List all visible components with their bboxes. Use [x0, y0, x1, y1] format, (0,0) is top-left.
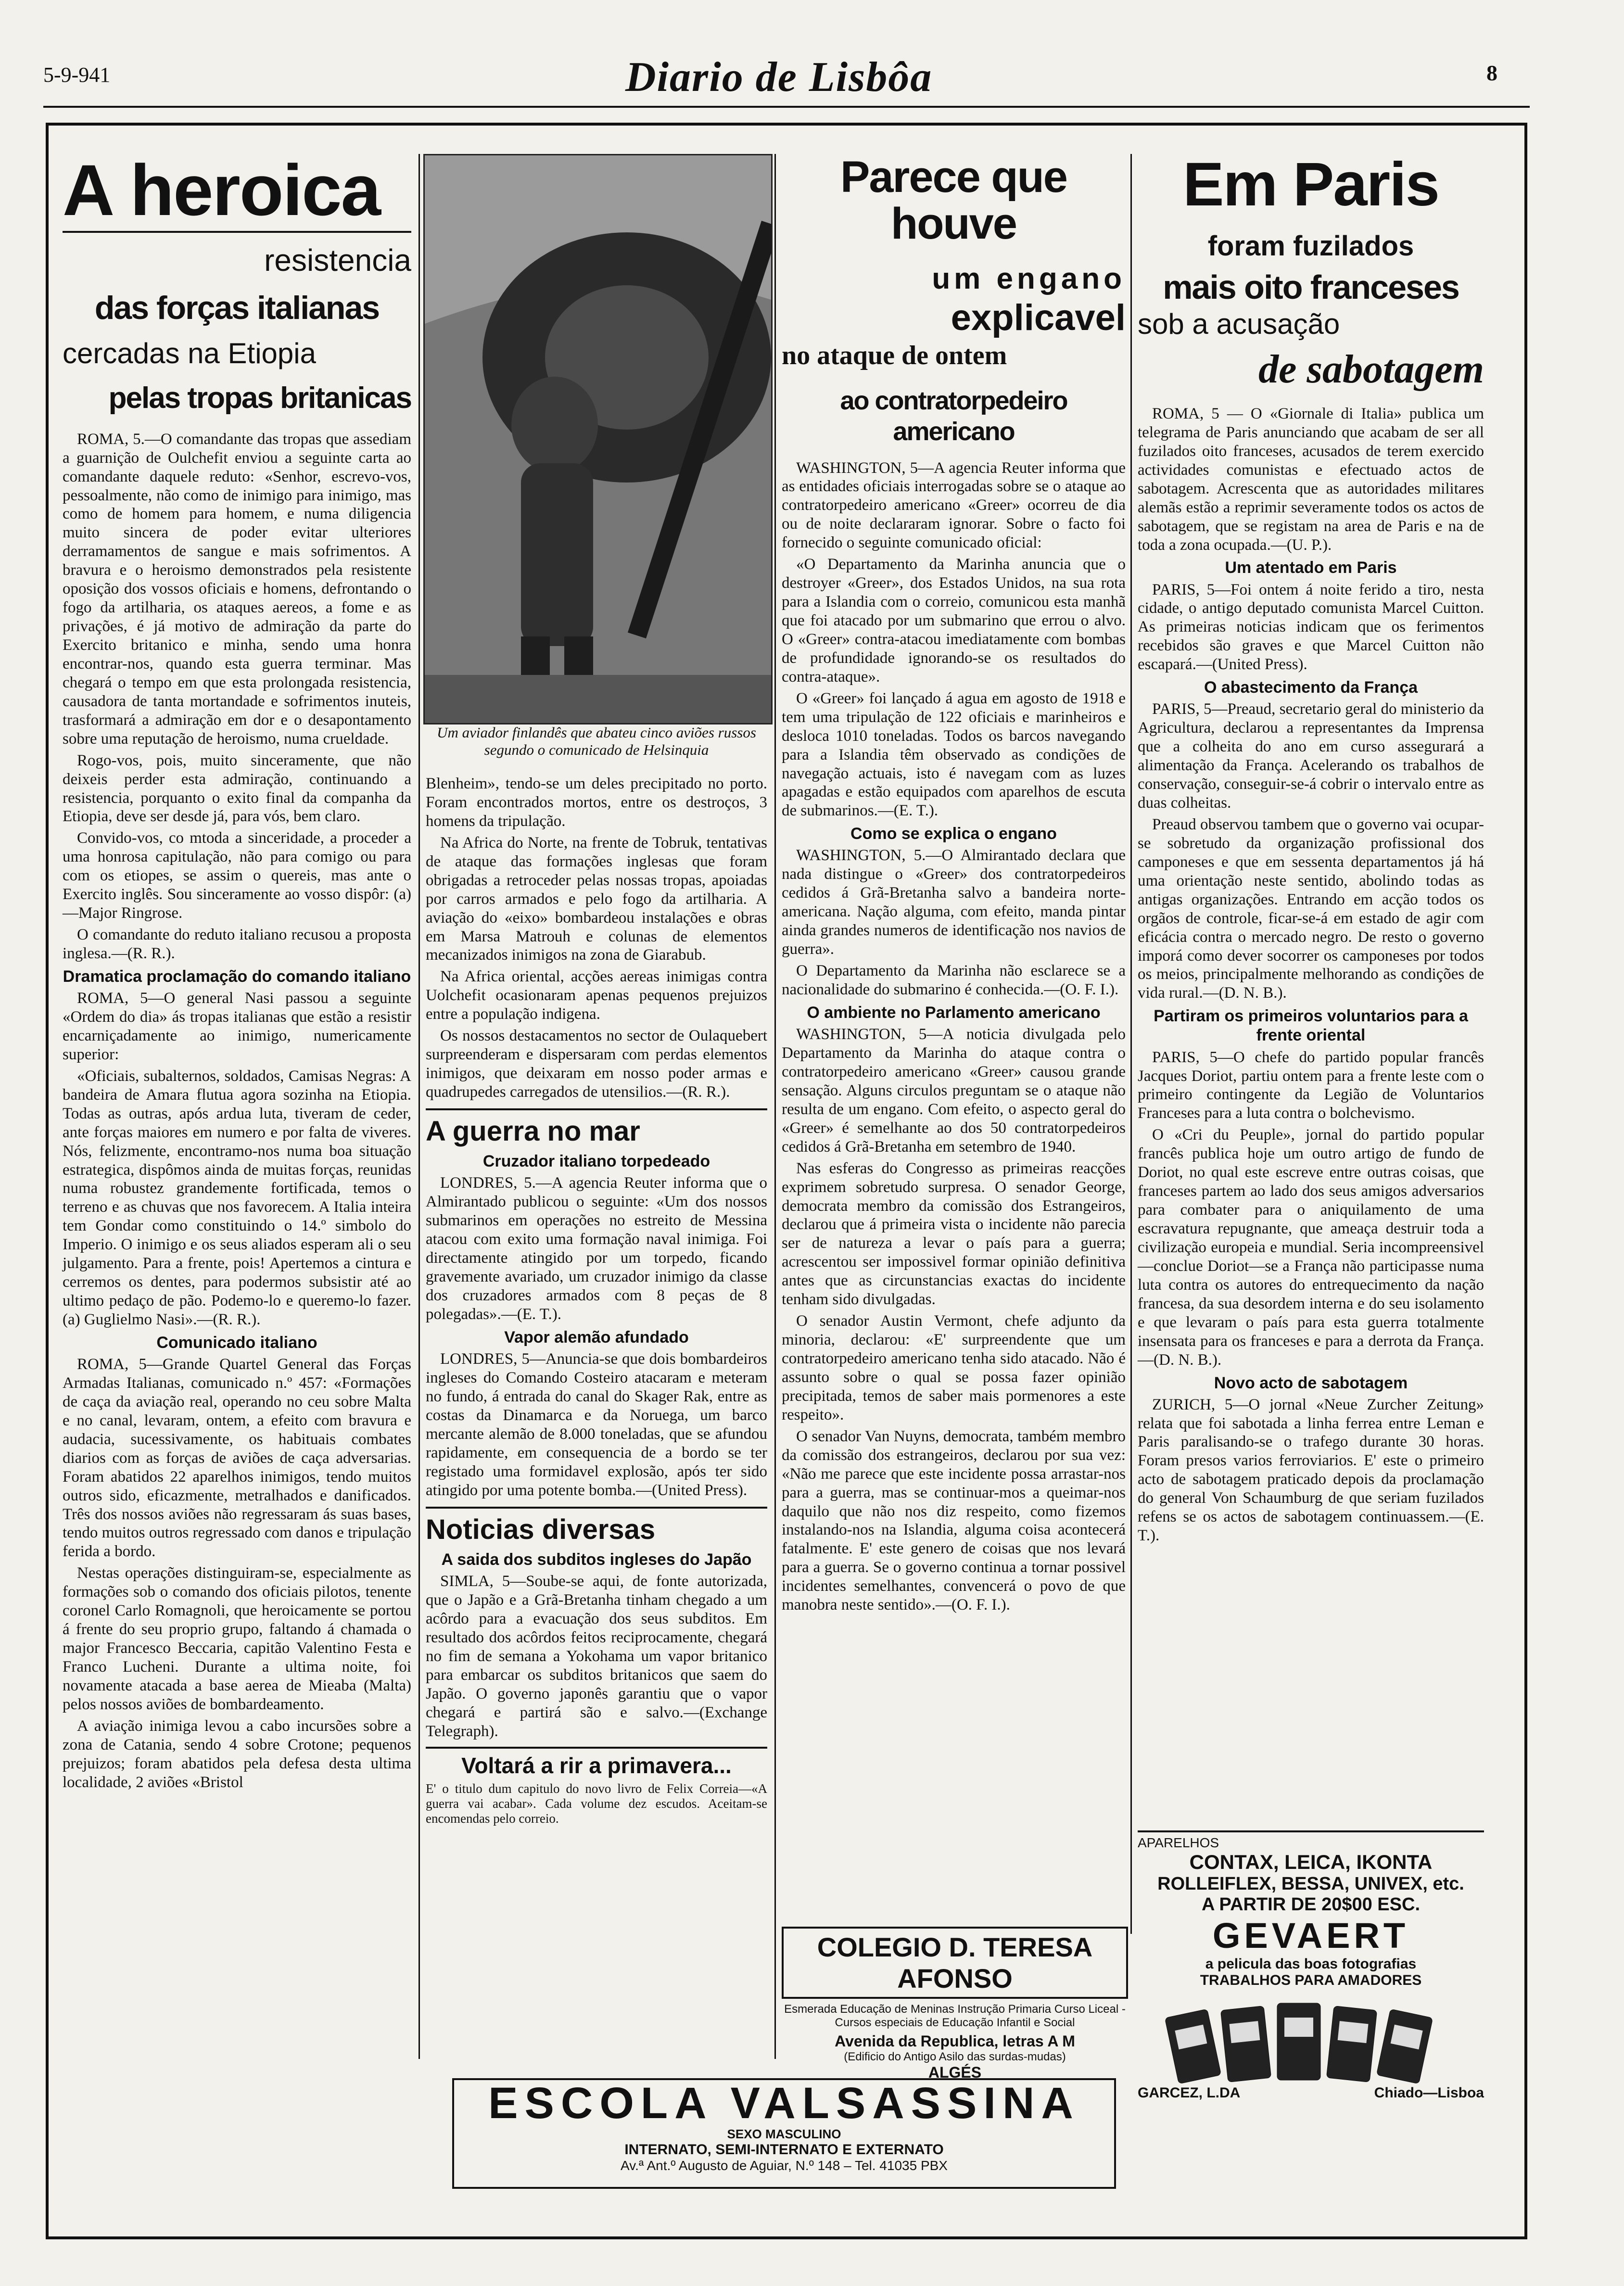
ad-company: GARCEZ, L.DA: [1138, 2085, 1241, 2101]
film-boxes-illustration: [1138, 1994, 1484, 2085]
headline-line: resistencia: [264, 243, 411, 278]
article-paragraph: «Oficiais, subalternos, soldados, Camisas Negras: A bandeira de Amara flutua agora sozinha na Etiopia. Todas as outras, após ardua luta, tiveram de ceder, ante forças maiores em numero e por falta de viveres. Nós, felizmente, encontramo-nos numa boa situação estrategica, dispômos ainda de muitas forças, reunidas numa robustez grandemente fortificada, temos o terreno e as chuvas que nos favorecem. A Italia inteira tem Gondar como constituindo o 14.º simbolo do Imperio. O inimigo e os seus aliados esperam ali o seu julgamento. Para a frente, pois! Apertemos a cintura e cerremos os dentes, para podermos subsistir até ao ultimo pedaço de pão. Podemo-lo e queremo-lo fazer. (a) Guglielmo Nasi».—(R. R.).: [63, 1067, 411, 1328]
headline-line: foram fuzilados: [1207, 230, 1414, 262]
photo-caption: Um aviador finlandês que abateu cinco aviões russos segundo o comunicado de Helsinquia: [437, 724, 756, 758]
subheading: O abastecimento da França: [1204, 678, 1418, 697]
headline-line: explicavel: [951, 297, 1126, 339]
subheading: Novo acto de sabotagem: [1214, 1373, 1408, 1392]
escola-line: INTERNATO, SEMI-INTERNATO E EXTERNATO: [624, 2141, 944, 2158]
article-paragraph: O senador Van Nuyns, democrata, também membro da comissão dos estrangeiros, declarou por sua vez: «Não me parece que este incidente possa arrastar-nos para a guerra, mas se continuar-mos a queimar-nos daquilo que não nos diz respeito, como fizemos instalando-nos na Islandia, alguma coisa acontecerá fatalmente. E' este genero de coisas que nos levará para a guerra. Se o governo continua a tornar possivel incidentes semelhantes, convencerá o povo de que manobra neste sentido».—(O. F. I.).: [782, 1427, 1126, 1614]
article-paragraph: O «Cri du Peuple», jornal do partido popular francês publica hoje um outro artigo de fundo de Doriot, no qual este escreve entre outras coisas, que franceses partem ao lado dos seus amigos adversarios para combater para o aniquilamento de uma escravatura repugnante, que ameaça destruir toda a civilização europeia e mundial. Seria incompreensivel—conclue Doriot—se a França não participasse numa luta contra os autores do entrequecimento da nação francesa, da sua desordem interna e do seu isolamento e que levaram o país para esta guerra totalmente insensata para os franceses e para a derrota da França.—(D. N. B.).: [1138, 1126, 1484, 1369]
headline-rule: [63, 231, 411, 233]
headline-line: no ataque de ontem: [782, 341, 1007, 371]
article-paragraph: ROMA, 5 — O «Giornale di Italia» publica um telegrama de Paris anunciando que acabam de ser all fuzilados oito franceses, acusados de terem exercido actividades comunistas e efectuado actos de sabotagem. Acrescenta que as autoridades militares alemãs estão a reprimir severamente todos os actos de sabotagem, que se registam na area de Paris e na de toda a zona ocupada.—(U. P.).: [1138, 405, 1484, 554]
colegio-line: Esmerada Educação de Meninas Instrução Primaria Curso Liceal - Cursos especiais de Educação Infantil e Social: [784, 2003, 1126, 2029]
ad-line: A PARTIR DE 20$00 ESC.: [1201, 1894, 1421, 1915]
article-paragraph: O Departamento da Marinha não esclarece se a nacionalidade do submarino é conhecida.—(O. F. I.).: [782, 962, 1126, 999]
colegio-name: COLEGIO D. TERESA AFONSO: [782, 1927, 1128, 1999]
colegio-ad: [782, 1927, 1128, 2081]
photo-supplies-ad: [1138, 1830, 1484, 2124]
escola-line: SEXO MASCULINO: [727, 2126, 841, 2141]
article-paragraph: Os nossos destacamentos no sector de Oulaquebert surpreenderam e dispersaram com perdas elementos inimigos, que deixaram em nosso poder armas e quadrupedes carregados de utensilios.—(R. R.).: [426, 1027, 767, 1101]
headline-main: A heroica: [63, 150, 381, 230]
headline-main: Parece que houve: [840, 152, 1067, 248]
article-paragraph: ROMA, 5.—O comandante das tropas que assediam a guarnição de Oulchefit enviou a seguinte carta ao comandante daquele reduto: «Senhor, escrevo-vos, pessoalmente, não como de inimigo para inimigo, mas como de homem para homem, e numa diligencia muito sincera de poder evitar ulteriores derramamentos de sangue e mais sofrimentos. A bravura e o heroismo demonstrados pela resistente oposição dos vossos oficiais e homens, defrontando o fogo da artilharia, os ataques aereos, a fome e as privações, é já motivo de admiração da parte do Exercito britanico e minha, sendo uma honra encontrar-nos, quando esta guerra terminar. Mas chegará o tempo em que esta prolongada resistencia, causadora de tanta mortandade e sofrimentos inuteis, trasformará a admiração em dor e o desapontamento sobre uma reputação de heroismo, numa crueldade.: [63, 430, 411, 748]
subheading: O ambiente no Parlamento americano: [807, 1003, 1101, 1022]
escola-address: Av.ª Ant.º Augusto de Aguiar, N.º 148 – Tel. 41035 PBX: [621, 2158, 948, 2173]
headline-line: pelas tropas britanicas: [108, 381, 411, 415]
page-number: 8: [1486, 61, 1497, 85]
film-boxes-icon: [1138, 1994, 1484, 2085]
headline-line: mais oito franceses: [1163, 268, 1459, 306]
article-paragraph: Blenheim», tendo-se um deles precipitado no porto. Foram encontrados mortos, entre os destroços, 3 homens da tripulação.: [426, 775, 767, 830]
newspaper-title: Diario de Lisbôa: [625, 54, 933, 101]
headline-line: de sabotagem: [1258, 346, 1484, 392]
section-headline: Noticias diversas: [426, 1507, 767, 1546]
article-italian-resistance: [63, 150, 411, 1795]
ad-line: TRABALHOS PARA AMADORES: [1200, 1972, 1422, 1988]
subheading: Dramatica proclamação do comando italiano: [63, 967, 411, 986]
article-paragraph: LONDRES, 5—Anuncia-se que dois bombardeiros ingleses do Comando Costeiro atacaram e meteram no fundo, á entrada do canal do Skager Rak, entre as costas da Dinamarca e da Noruega, um barco mercante alemão de 8.000 toneladas, que se afundou rapidamente, em consequencia de a bordo se ter registado uma formidavel explosão, após ter sido atingido por uma potente bomba.—(United Press).: [426, 1350, 767, 1499]
colegio-address: Avenida da Republica, letras A M: [835, 2032, 1075, 2050]
book-ad-text: E' o titulo dum capitulo do novo livro de Felix Correia—«A guerra vai acabar». Cada volume dez escudos. Aceitam-se encomendas pelo correio.: [426, 1781, 767, 1826]
article-paragraph: Preaud observou tambem que o governo vai ocupar-se sobretudo da organização profissional dos camponeses e que em sessenta departamentos já há uma orientação neste sentido, abolindo todas as antigas organizações. Entrando em acção todos os orgãos de controle, ficar-se-á em estado de agir com eficácia contra o mercado negro. De resto o governo imporá como dever socorrer os camponeses por todos os meios, principalmente melhorando as condições de vida rural.—(D. N. B.).: [1138, 815, 1484, 1002]
article-paris-executions: [1138, 150, 1484, 1548]
column-divider: [774, 154, 776, 2059]
article-paragraph: Na Africa oriental, acções aereas inimigas contra Uolchefit ocasionaram apenas pequenos prejuizos entre a população indigena.: [426, 968, 767, 1023]
aviator-photo-drawing: [425, 155, 771, 723]
article-paragraph: ROMA, 5—Grande Quartel General das Forças Armadas Italianas, comunicado n.º 457: «Formações de caça da aviação real, operando no ceu sobre Malta e no canal, levaram, ontem, a efeito com bravura e audacia, sucessivamente, os habituais combates diarios com as forças de aviões de caça adversarias. Foram abatidos 22 aparelhos inimigos, tendo muitos outros sido, eficazmente, metralhados e danificados. Três dos nossos aviões não regressaram ás suas bases, tendo muitos outros regressado com danos e tripulação ferida a bordo.: [63, 1356, 411, 1561]
article-paragraph: Nas esferas do Congresso as primeiras reacções exprimem sobretudo surpresa. O senador George, democrata membro da comissão dos Estrangeiros, declarou que á primeira vista o incidente não parecia ser de natureza a levar o país para a guerra; acrescentou ser impossivel formar opinião definitiva antes que as circunstancias exactas do incidente tenham sido divulgadas.: [782, 1159, 1126, 1308]
subheading: Cruzador italiano torpedeado: [482, 1152, 710, 1171]
column-divider: [419, 154, 420, 2059]
masthead-rule: [43, 106, 1530, 108]
ad-line: a pelicula das boas fotografias: [1205, 1956, 1417, 1972]
ad-line: APARELHOS: [1138, 1835, 1219, 1850]
column-divider: [1130, 154, 1132, 1934]
article-paragraph: Rogo-vos, pois, muito sinceramente, que não deixeis perder esta admiração, continuando a resistencia, porquanto o exito final da companha da Etiopia, deve ser desde já, para vós, bem claro.: [63, 751, 411, 826]
article-paragraph: PARIS, 5—Preaud, secretario geral do ministerio da Agricultura, declarou a representantes da Imprensa que a colheita do ano em curso assegurará a alimentação da França. Acelerando os trabalhos de conservação, conseguir-se-á cobrir o intervalo entre as duas colheitas.: [1138, 700, 1484, 812]
subheading: A saida dos subditos ingleses do Japão: [441, 1550, 752, 1569]
article-col2: [426, 775, 767, 1826]
article-paragraph: A aviação inimiga levou a cabo incursões sobre a zona de Catania, sendo 4 sobre Crotone; pequenos prejuizos; foram abatidos pela defesa desta ultima localidade, 2 aviões «Bristol: [63, 1717, 411, 1791]
section-headline: A guerra no mar: [426, 1108, 767, 1148]
brand-name: GEVAERT: [1212, 1916, 1409, 1956]
article-paragraph: ROMA, 5—O general Nasi passou a seguinte «Ordem do dia» ás tropas italianas que estão a resistir encarniçadamente ao inimigo, numericamente superior:: [63, 990, 411, 1063]
article-paragraph: WASHINGTON, 5—A agencia Reuter informa que as entidades oficiais interrogadas sobre se o ataque ao contratorpedeiro americano «Greer» ocorreu de dia ou de noite declararam ignorar. Sobre o facto foi fornecido o seguinte comunicado oficial:: [782, 459, 1126, 552]
article-paragraph: WASHINGTON, 5—A noticia divulgada pelo Departamento da Marinha do ataque contra o contratorpedeiro americano «Greer» causou grande sensação. Alguns circulos preguntam se o ataque não resulta de um engano. Com efeito, o aspecto geral do «Greer» é semelhante ao dos 50 contratorpedeiros cedidos á Grã-Bretanha em setembro de 1940.: [782, 1026, 1126, 1156]
book-ad: [426, 1747, 767, 1826]
colegio-town: ALGÉS: [928, 2064, 982, 2081]
article-paragraph: Nestas operações distinguiram-se, especialmente as formações sob o comando dos oficiais pilotos, tenente coronel Carlo Romagnoli, que heroicamente se portou á frente do seu proprio grupo, faltando á chamada o major Francesco Beccaria, capitão Valentino Festa e Franco Lucheni. Durante a ultima noite, foi novamente atacada a base aerea de Mieaba (Malta) pelos nossos aviões de bombardeamento.: [63, 1564, 411, 1713]
ad-line: CONTAX, LEICA, IKONTA: [1189, 1851, 1433, 1873]
headline-line: das forças italianas: [94, 289, 380, 326]
headline-line: cercadas na Etiopia: [63, 337, 316, 369]
aviator-photo: [423, 154, 773, 724]
ad-location: Chiado—Lisboa: [1374, 2085, 1484, 2101]
ad-line: ROLLEIFLEX, BESSA, UNIVEX, etc.: [1157, 1874, 1464, 1894]
headline-line: um engano: [932, 262, 1126, 296]
article-paragraph: O comandante do reduto italiano recusou a proposta inglesa.—(R. R.).: [63, 926, 411, 963]
headline-line: sob a acusação: [1138, 308, 1340, 341]
subheading: Comunicado italiano: [156, 1333, 317, 1352]
article-paragraph: SIMLA, 5—Soube-se aqui, de fonte autorizada, que o Japão e a Grã-Bretanha tinham chegado a um acôrdo para a evacuação dos seus subditos. Em resultado dos acôrdos feitos reciprocamente, chegará no fim de semana a Yokohama um vapor britanico para embarcar os subditos britanicos que saem do Japão. O governo japonês garantiu que o vapor chegará e partirá são e salvo.—(Exchange Telegraph).: [426, 1573, 767, 1740]
article-paragraph: «O Departamento da Marinha anuncia que o destroyer «Greer», dos Estados Unidos, na sua rota para a Islandia com o correio, comunicou esta manhã que foi atacado por um submarino que errou o alvo. O «Greer» contra-atacou imediatamente com bombas de profundidade ignorando-se os resultados do contra-ataque».: [782, 556, 1126, 686]
subheading: Um atentado em Paris: [1225, 559, 1397, 577]
escola-ad: [452, 2078, 1116, 2189]
subheading: Partiram os primeiros voluntarios para a frente oriental: [1154, 1007, 1468, 1045]
headline-line: ao contratorpedeiro americano: [840, 386, 1067, 446]
article-paragraph: O senador Austin Vermont, chefe adjunto da minoria, declarou: «E' surpreendente que um contratorpedeiro americano tenha sido atacado. Não é assunto sobre o qual se possa fazer opinião precipitada, temos de saber mais pormenores a este respeito».: [782, 1312, 1126, 1423]
escola-name: ESCOLA VALSASSINA: [488, 2079, 1080, 2128]
subheading: Vapor alemão afundado: [504, 1328, 689, 1346]
article-paragraph: WASHINGTON, 5.—O Almirantado declara que nada distingue o «Greer» dos contratorpedeiros cedidos á Grã-Bretanha salvo a bandeira norte-americana. Nação alguma, com efeito, manda pintar ainda grandes numeros de identificação nos navios de guerra».: [782, 847, 1126, 958]
article-greer-attack: [782, 154, 1126, 1617]
article-paragraph: ZURICH, 5—O jornal «Neue Zurcher Zeitung» relata que foi sabotada a linha ferrea entre Leman e Paris paralisando-se o trafego durante 30 horas. Foram presos varios ferroviarios. E' este o primeiro acto de sabotagem praticado depois da proclamação do general Von Schaumburg de que seriam fuzilados refens se os actos de sabotagem continuassem.—(E. T.).: [1138, 1396, 1484, 1545]
article-paragraph: Convido-vos, co mtoda a sinceridade, a proceder a uma honrosa capitulação, não para comigo ou para com os etiopes, se assim o quereis, mas ante o Exercito inglês. Sou sinceramente ao vosso dispôr: (a)—Major Ringrose.: [63, 829, 411, 922]
article-paragraph: LONDRES, 5.—A agencia Reuter informa que o Almirantado publicou o seguinte: «Um dos nossos submarinos em operações no estreito de Messina atacou com exito uma formação naval inimiga. Foi directamente atingido por um torpedo, ficando gravemente avariado, um cruzador inimigo da classe dos cruzadores armados com 8 peças de 8 polegadas».—(E. T.).: [426, 1174, 767, 1323]
article-paragraph: Na Africa do Norte, na frente de Tobruk, tentativas de ataque das formações inglesas que foram obrigadas a retroceder pelas nossas tropas, apoiadas por carros armados e pelo fogo da artilharia. A aviação do «eixo» bombardeou instalações e obras em Marsa Matrouh e colunas de elementos mecanizados inimigos na zona de Giarabub.: [426, 834, 767, 964]
headline-main: Em Paris: [1183, 150, 1439, 219]
book-ad-title: Voltará a rir a primavera...: [461, 1753, 732, 1778]
article-paragraph: PARIS, 5—O chefe do partido popular francês Jacques Doriot, partiu ontem para a frente leste com o primeiro contingente da Legião de Voluntarios Franceses para a luta contra o bolchevismo.: [1138, 1048, 1484, 1122]
article-paragraph: PARIS, 5—Foi ontem á noite ferido a tiro, nesta cidade, o antigo deputado comunista Marcel Cuitton. As primeiras noticias indicam que os ferimentos recebidos são graves e que Marcel Cuitton não escapará.—(United Press).: [1138, 581, 1484, 673]
subheading: Como se explica o engano: [850, 825, 1057, 843]
colegio-line: (Edificio do Antigo Asilo das surdas-mudas): [844, 2050, 1066, 2063]
issue-date: 5-9-941: [43, 63, 111, 87]
article-paragraph: O «Greer» foi lançado á agua em agosto de 1918 e tem uma tripulação de 122 oficiais e marinheiros e desloca 1010 toneladas. Todos os barcos navegando para a Islandia têm observado as condições de navegação actuais, isto é navegam com as luzes apagadas e estão equipados com aparelhos de escuta de submarinos.—(E. T.).: [782, 689, 1126, 820]
